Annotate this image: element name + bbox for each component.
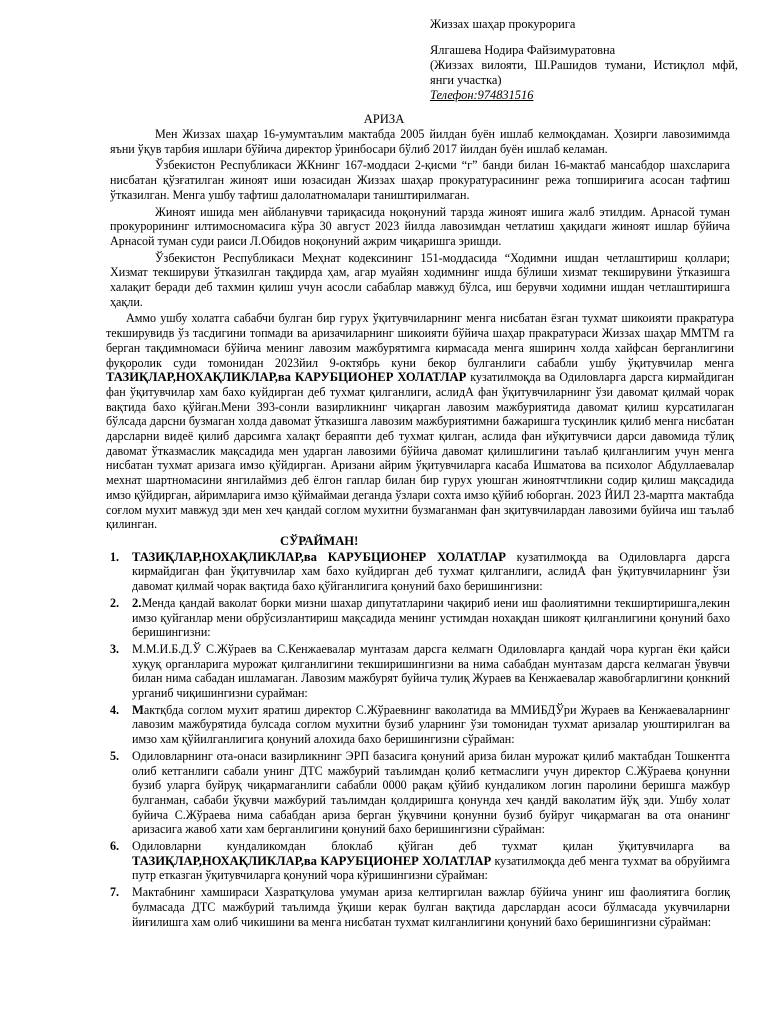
request-item [110,550,730,594]
request-item [110,885,730,929]
request-text: Одиловларни кундаликомдан блоклаб қўйган деб тухмат қилан ўқитувчиларга ва [132,839,730,854]
request-text: Менда қандай ваколат борки мизни шахар дипутатларини чақириб иени иш фаолиятимни текширтиришга,лекин имзо қуйганлар мени обрўсизлантириш мақсадида менинг устимдан нохақдан шикоят қилганлигини қонуний бахо беришингизни: [132,595,730,640]
request-number: 1. [110,549,120,564]
sender-name: Ялгашева Нодира Файзимуратовна [430,43,616,57]
request-text-continued: кузатилмоқда деб менга тухмат ва обруйимга путр етказган ўқитувчиларга қонуний чора кўришингизни сўрайман: [132,853,730,883]
request-list [110,550,730,930]
request-text: актқбда соглом мухит яратиш директор С.Жўраевнинг ваколатида ва ММИБДЎри Жураев ва Кенжаеваларнинг лавозим мажбурятида булсада соглом мухитни бузиб уларнинг ўзи томонидан тухмат аризалар уюштирилган ва имзо хам қўйилганлигига қонуний алохида бахо беришингизни сўрайман: [132,702,730,747]
document-title: АРИЗА [363,112,405,126]
phone-number: Телефон:974831516 [430,88,534,102]
request-item [110,749,730,837]
request-item [110,703,730,747]
complaint-bold-phrase: ТАЗИҚЛАР,НОХАҚЛИКЛАР,ва КАРУБЦИОНЕР ХОЛАТЛАР [106,370,467,385]
complaint-text-a: Аммо ушбу холатга сабабчи булган бир гурух ўқитувчиларнинг менга нисбатан ёзган тухмат шикоияти пракратура текширувидв ўз тасдигини топмади ва аризачиларнинг шикоияти бўйича шаҳар пракратураси Жиззах шаҳар ММТМ га берган тақдимномаси бўйича менинг лавозим мажбурятимга кирмасада менга яширинч холда хайфсан берганлигини фуқоролик суди томонидан 2023йил 9-октябрь куни бекор булганлиги сабабли ушбу ўқитувчилар менга [106,311,734,370]
request-number: 4. [110,702,120,717]
request-bold-lead: М [132,702,144,717]
document-body [106,127,734,931]
paragraph-audit: Ўзбекистон Республикаси ЖКнинг 167-моддаси 2-қисми “г” банди билан 16-мактаб мансабдор шахсларига нисбатан қўзғатилган жиноят иши юзасидан Жиззах шаҳар прокуратурасининг режа топшириғига асосан тафтиш ўтказилган. Менга ушбу тафтиш далолатномалари таништирилмаган. [110,158,730,202]
request-number: 2. [110,595,120,610]
request-text: М.М.И.Б.Д.Ў С.Жўраев ва С.Кенжаевалар мунтазам дарсга келмагн Одиловларга қандай чора курган ёки қайси хуқуқ органларига мурожат қилганлигини текширишингизни ва нима сабабдан мунтазам дарсга келмаган ўвувчи билан нима сабадан ишламаган. Лавозим мажбурят буйича тулиқ Жураев ва Кенжаевалар жавобгарлигини қонкний урганиб чиқишингизни сурайман: [132,641,730,701]
request-bold-mid: ТАЗИҚЛАР,НОХАҚЛИКЛАР,ва КАРУБЦИОНЕР ХОЛАТЛАР [132,853,492,868]
complaint-text-b: кузатилмоқда ва Одиловларга дарсга кирмайдиган фан ўқитувчилар хам бахо куйдирган деб тухмат қилганлиги, аслидА фан ўқитувчиларнинг ўзи давомат қилмай чорак вақтида бахо қўйган.Мени 393-сонли вазирликнинг чиқарган лавозим мажбуриятида давомат қилиш курсатилаган бўлсада дарсни бузмаган холда давомат ўтказишга лавозим мажбуриятимни бажаришга тусқинлик қилиб менга нисбатан дарсларни видеё қилиб дарсимга халақт бераяпти деб тухмат қилган, аслида фан иўқитувчиси дарси давомида тўлиқ давомат ўтказмаслик мақсадида мен ударган лавозими бўйича давомат қилишлигини таълаб қилганлигим учун менга нисбатан тухмат аризага имзо қўйдирган. Аризани айрим ўқитувчиларга касаба Ишматова ва психолог Абдуллаевалар мехнат шартномасини янгилаймиз деб ёлгон гаплар билан бир гурух уюшган жиноятчтликни содир қилиш мақсадида имзо қўйдирган, айримларига имзо қўймаймаи деганда ўзлари сохта имзо қўйиб юборган. 2023 ЙИЛ 23-мартга мактабда соғлом мухит мавжуд эди мен хеч қандай соглом мухитни бузмаганман фан зқитувчилардан лавозими буйича иш таълаб қилинган. [106,370,734,532]
request-item [110,839,730,883]
request-text: Одиловларнинг ота-онаси вазирликнинг ЭРП базасига қонуний ариза билан мурожат қилиб мактабдан Тошкентга олиб кетганлиги сабали унинг ДТС мажбурий таълимдан қолиб кетмаслиги учун директор С.Жўраева қонунни бузиб уларга буйруқ чиқармаганлиги сабабли 0000 рақам қўйиб кундаликом логин паролини беришга мажбур булганман, сабаби ўқувчи мажбурий таълимдан қолдиришга қонунда хеч қандй ваколатим йўқ эди. Ушбу холат буйича С.Жўраева нима сабабдан ариза берган ўқувчини қонунни бузиб буйруг чиқармаган ва ота онанинг аризасига жавоб хати хам берганлигини қонуний бахо беришингизни сўрайман: [132,748,730,837]
request-heading: СЎРАЙМАН! [280,533,359,548]
paragraph-complaint [106,311,734,532]
request-number: 7. [110,885,120,900]
sender-address: (Жиззах вилояти, Ш.Рашидов тумани, Истиқлол мфй, янги участка) [430,58,738,87]
paragraph-labor-code: Ўзбекистон Республикаси Меҳнат кодексининг 151-моддасида “Ходимни ишдан четлаштириш қоллари; Хизмат текшируви ўтказилган тақдирда ҳам, агар муайян ходимнинг ишда бўлиши хизмат текширувини ўтказишга халақит беради деб тахмин қилиш учун асосли сабаблар мавжуд бўлса, иш берувчи ходимни ишдан четлаштиришга ҳақли. [110,250,730,309]
request-text: кузатилмоқда ва Одиловларга дарсга кирмайдиган фан ўқитувчилар хам бахо куйдирган деб тухмат қилганлиги, аслидА фан ўқитувчиларнинг ўзи давомат қилмай чорак вақтида бахо қўйганлигига қонуний бахо беришингизни: [132,549,730,594]
request-bold-lead: ТАЗИҚЛАР,НОХАҚЛИКЛАР,ва КАРУБЦИОНЕР ХОЛАТЛАР [132,549,506,564]
paragraph-employment: Мен Жиззах шаҳар 16-умумтаълим мактабда 2005 йилдан буён ишлаб келмоқдаман. Ҳозирги лавозимимда яъни ўқув тарбия ишлари бўйича директор ўринбосари бўлиб 2017 йилдан буён ишлаб келаман. [110,127,730,156]
request-item [110,642,730,701]
request-number: 3. [110,641,120,656]
recipient-line: Жиззах шаҳар прокурорига [430,17,576,31]
request-number: 6. [110,839,120,854]
request-item [110,596,730,640]
request-number: 5. [110,748,120,763]
request-bold-lead: 2. [132,595,142,610]
paragraph-criminal-case: Жиноят ишида мен айбланувчи тариқасида ноқонуний тарзда жиноят ишига жалб этилдим. Арнасой туман прокурорининг илтимосномасига кўра 30 август 2023 йилда лавозимдан четлатиш ҳақидаги жиноят ишлар бўйича Арнасой туман суди раиси Л.Обидов ноқонуний ажрим чиқаришга эришди. [110,204,730,248]
request-text: Мактабнинг хамшираси Хазратқулова умуман ариза келтиргилан важлар бўйича унинг иш фаолиятига боглиқ булмасада ДТС мажбурий таълимда ўқиши керак булган вақтида дарслардан асоси бўлмасада укувчиларни йиғилишга хам олиб чикишини ва менга нисбатан тухмат килганлигини қонуний бахо беришингизни сўрайман: [132,885,730,929]
